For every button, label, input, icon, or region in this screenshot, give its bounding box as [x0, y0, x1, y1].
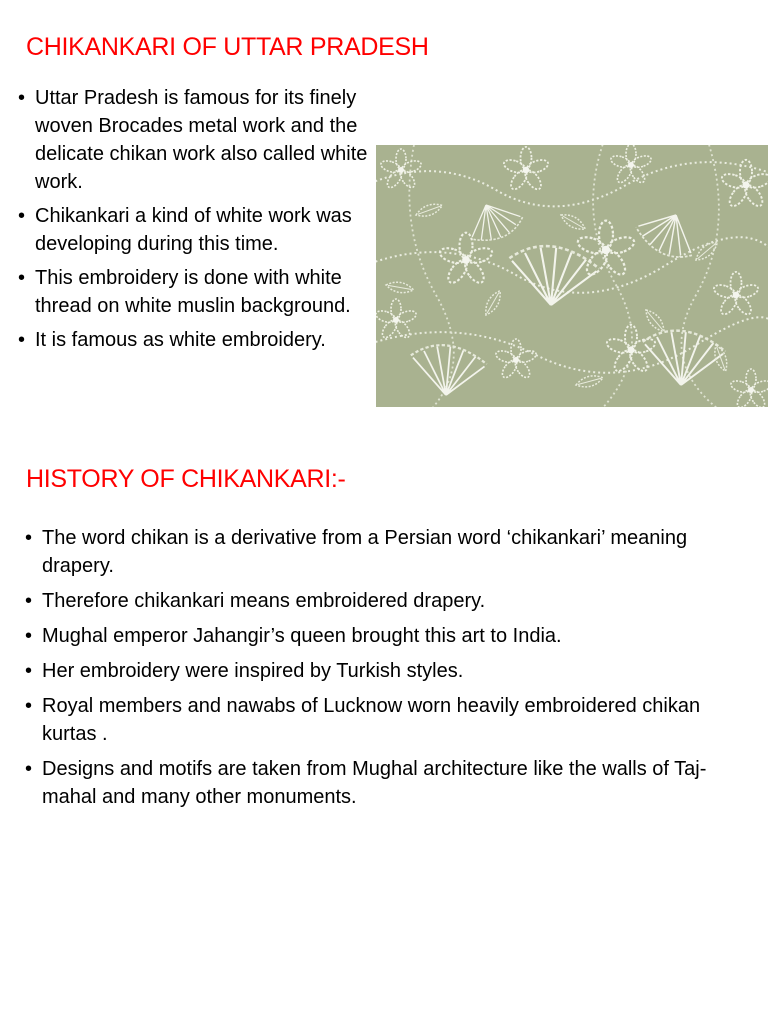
section-title-history: HISTORY OF CHIKANKARI:-	[26, 465, 346, 493]
intro-bullet-2: • Chikankari a kind of white work was developing during this time.	[18, 202, 376, 258]
intro-bullet-1: • Uttar Pradesh is famous for its finely woven Brocades metal work and the delicate chikan work also called white work.	[18, 84, 376, 196]
history-bullet-2: • Therefore chikankari means embroidered drapery.	[25, 587, 760, 615]
intro-bullet-4: • It is famous as white embroidery.	[18, 326, 376, 354]
history-bullet-4: • Her embroidery were inspired by Turkish styles.	[25, 657, 760, 685]
chikankari-embroidery-image	[376, 145, 768, 407]
history-bullet-list	[25, 524, 760, 818]
history-bullet-1: • The word chikan is a derivative from a Persian word ‘chikankari’ meaning drapery.	[25, 524, 760, 580]
intro-bullet-list	[18, 84, 376, 360]
history-bullet-5: • Royal members and nawabs of Lucknow worn heavily embroidered chikan kurtas .	[25, 692, 760, 748]
history-bullet-6: • Designs and motifs are taken from Mughal architecture like the walls of Taj-mahal and many other monuments.	[25, 755, 760, 811]
section-title-chikankari-up: CHIKANKARI OF UTTAR PRADESH	[26, 33, 429, 61]
history-bullet-3: • Mughal emperor Jahangir’s queen brought this art to India.	[25, 622, 760, 650]
intro-bullet-3: • This embroidery is done with white thread on white muslin background.	[18, 264, 376, 320]
